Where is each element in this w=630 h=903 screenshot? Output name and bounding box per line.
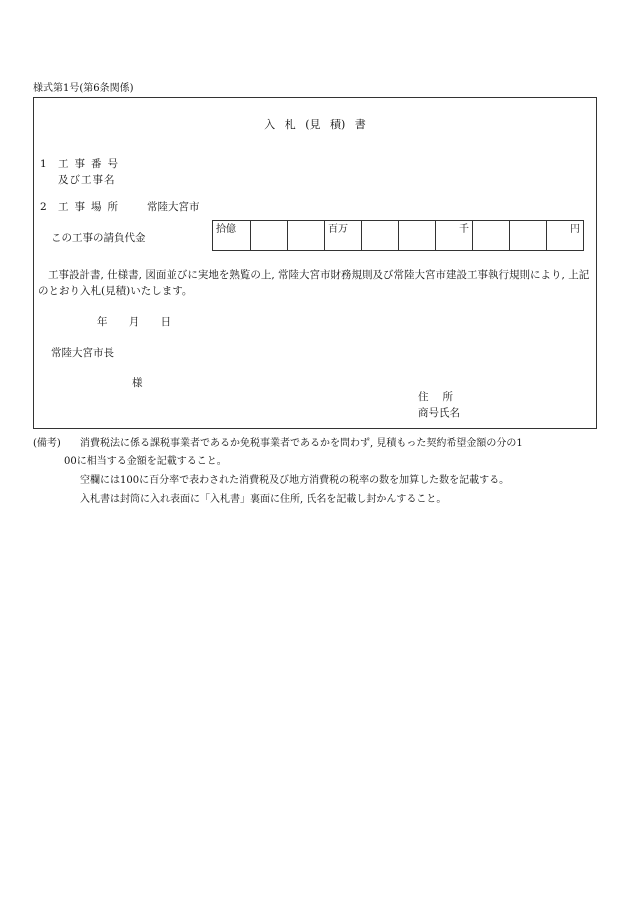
digit-cell[interactable] — [399, 221, 436, 251]
digit-cell[interactable] — [362, 221, 399, 251]
digit-cell[interactable] — [288, 221, 325, 251]
date-line: 年 月 日 — [97, 316, 172, 328]
amount-digit-grid — [212, 220, 584, 251]
company-name-label: 商号氏名 — [418, 407, 460, 419]
address-label: 住所 — [418, 391, 467, 403]
item2-value: 常陸大宮市 — [147, 201, 200, 213]
item1-label-line1: 工事番号 — [58, 158, 124, 170]
honorific: 様 — [132, 377, 143, 389]
digit-cell[interactable]: 千 — [436, 221, 473, 251]
notes-label: (備考) — [33, 438, 61, 449]
item2-label: 工事場所 — [58, 201, 124, 213]
item2-number: 2 — [40, 201, 47, 213]
note-line: 入札書は封筒に入れ表面に「入札書」裏面に住所, 氏名を記載し封かんすること。 — [80, 494, 447, 505]
note-line: 空欄には100に百分率で表わされた消費税及び地方消費税の税率の数を加算した数を記載する。 — [80, 475, 510, 486]
digit-cell[interactable] — [251, 221, 288, 251]
digit-cell[interactable]: 百万 — [325, 221, 362, 251]
digit-cell[interactable]: 円 — [547, 221, 584, 251]
note-line: 消費税法に係る課税事業者であるか免税事業者であるかを問わず, 見積もった契約希望金額の分の1 — [80, 438, 523, 449]
document-title: 入 札 (見 積) 書 — [264, 118, 366, 131]
note-line: 00に相当する金額を記載すること。 — [64, 456, 227, 467]
addressee: 常陸大宮市長 — [51, 347, 114, 359]
digit-cell[interactable] — [473, 221, 510, 251]
digit-cell[interactable]: 拾億 — [213, 221, 251, 251]
form-number: 様式第1号(第6条関係) — [33, 83, 134, 94]
digit-cell[interactable] — [510, 221, 547, 251]
contract-amount-label: この工事の請負代金 — [51, 232, 146, 244]
bid-form-frame — [33, 97, 597, 429]
item1-number: 1 — [40, 158, 47, 170]
item1-label-line2: 及び工事名 — [58, 174, 116, 186]
declaration-paragraph: 工事設計書, 仕様書, 図面並びに実地を熟覧の上, 常陸大宮市財務規則及び常陸大宮市建設工事執行規則により, 上記のとおり入札(見積)いたします。 — [38, 269, 590, 297]
